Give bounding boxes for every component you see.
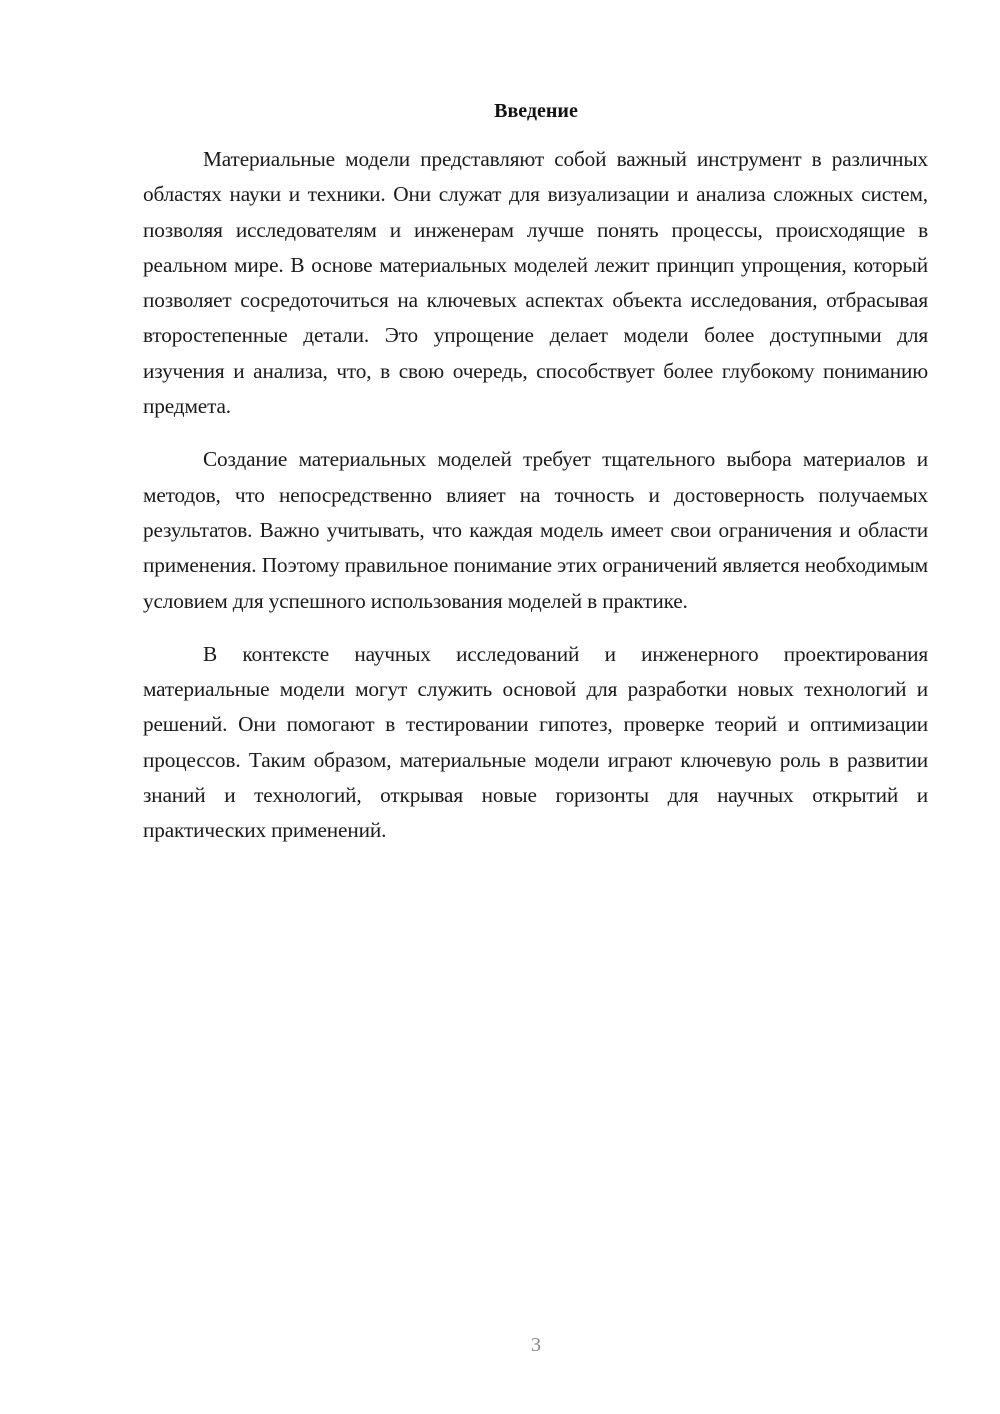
- body-text: [143, 142, 928, 867]
- section-heading: Введение: [494, 100, 578, 122]
- paragraph-1: Материальные модели представляют собой важный инструмент в различных областях науки и техники. Они служат для визуализации и анализа сложных систем, позволяя исследователям и инженерам лучше понять процессы, происходящие в реальном мире. В основе материальных моделей лежит принцип упрощения, который позволяет сосредоточиться на ключевых аспектах объекта исследования, отбрасывая второстепенные детали. Это упрощение делает модели более доступными для изучения и анализа, что, в свою очередь, способствует более глубокому пониманию предмета.: [143, 147, 928, 419]
- paragraph-2: Создание материальных моделей требует тщательного выбора материалов и методов, что непосредственно влияет на точность и достоверность получаемых результатов. Важно учитывать, что каждая модель имеет свои ограничения и области применения. Поэтому правильное понимание этих ограничений является необходимым условием для успешного использования моделей в практике.: [143, 447, 928, 613]
- page-number: 3: [531, 1334, 541, 1356]
- paragraph-3: В контексте научных исследований и инженерного проектирования материальные модели могут служить основой для разработки новых технологий и решений. Они помогают в тестировании гипотез, проверке теорий и оптимизации процессов. Таким образом, материальные модели играют ключевую роль в развитии знаний и технологий, открывая новые горизонты для научных открытий и практических применений.: [143, 641, 928, 843]
